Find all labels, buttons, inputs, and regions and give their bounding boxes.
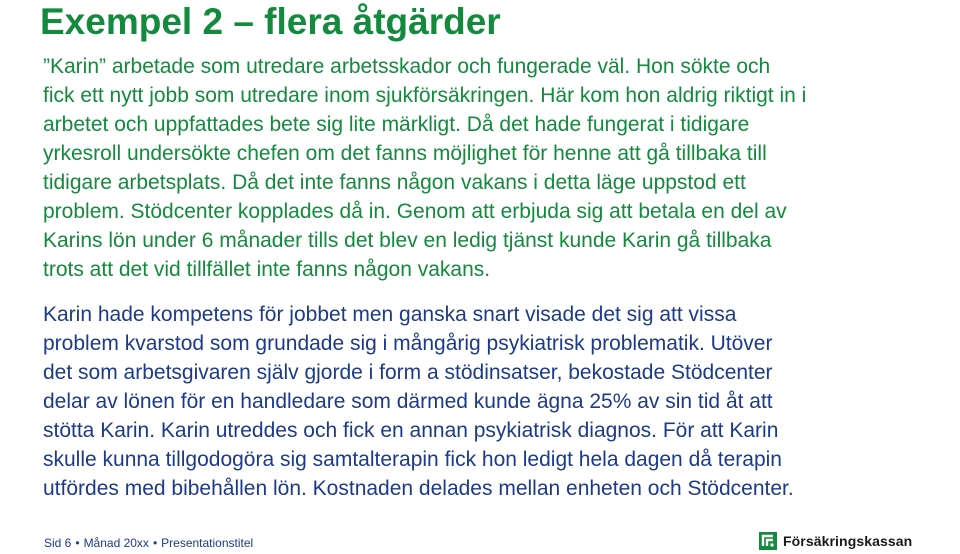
forsakringskassan-logo-icon [759,532,777,550]
slide-footer [44,535,253,551]
paragraph-2-line: delar av lönen för en handledare som därmed kunde ägna 25% av sin tid åt att [43,390,773,413]
footer-separator: • [152,536,158,550]
paragraph-1-line: fick ett nytt jobb som utredare inom sjukförsäkringen. Här kom hon aldrig riktigt in i [43,84,807,107]
paragraph-2-line: det som arbetsgivaren själv gjorde i form a stödinsatser, bekostade Stödcenter [43,361,773,384]
paragraph-1-line: problem. Stödcenter kopplades då in. Genom att erbjuda sig att betala en del av [43,200,787,223]
paragraph-2-line: utfördes med bibehållen lön. Kostnaden delades mellan enheten och Stödcenter. [43,477,794,500]
footer-date: Månad 20xx [83,536,149,550]
paragraph-1-line: ”Karin” arbetade som utredare arbetsskador och fungerade väl. Hon sökte och [43,55,771,78]
logo-wordmark: Försäkringskassan [783,533,913,549]
footer-page-number: Sid 6 [44,536,72,550]
footer-presentation-title: Presentationstitel [161,536,254,550]
forsakringskassan-logo [759,531,912,551]
paragraph-1-line: trots att det vid tillfället inte fanns någon vakans. [43,258,491,281]
paragraph-2-line: stötta Karin. Karin utreddes och fick en annan psykiatrisk diagnos. För att Karin [43,419,779,442]
paragraph-1 [43,52,943,284]
footer-separator: • [75,536,80,550]
paragraph-2 [43,300,943,503]
paragraph-1-line: Karins lön under 6 månader tills det blev en ledig tjänst kunde Karin gå tillbaka [43,229,772,252]
paragraph-1-line: yrkesroll undersökte chefen om det fanns möjlighet för henne att gå tillbaka till [43,142,767,165]
slide-title: Exempel 2 – flera åtgärder [40,1,501,42]
paragraph-2-line: Karin hade kompetens för jobbet men ganska snart visade det sig att vissa [43,303,737,326]
paragraph-2-line: skulle kunna tillgodogöra sig samtalterapin fick hon ledigt hela dagen då terapin [43,448,782,471]
paragraph-2-line: problem kvarstod som grundade sig i mångårig psykiatrisk problematik. Utöver [43,332,773,355]
paragraph-1-line: tidigare arbetsplats. Då det inte fanns någon vakans i detta läge uppstod ett [43,171,746,194]
paragraph-1-line: arbetet och uppfattades bete sig lite märkligt. Då det hade fungerat i tidigare [43,113,750,136]
